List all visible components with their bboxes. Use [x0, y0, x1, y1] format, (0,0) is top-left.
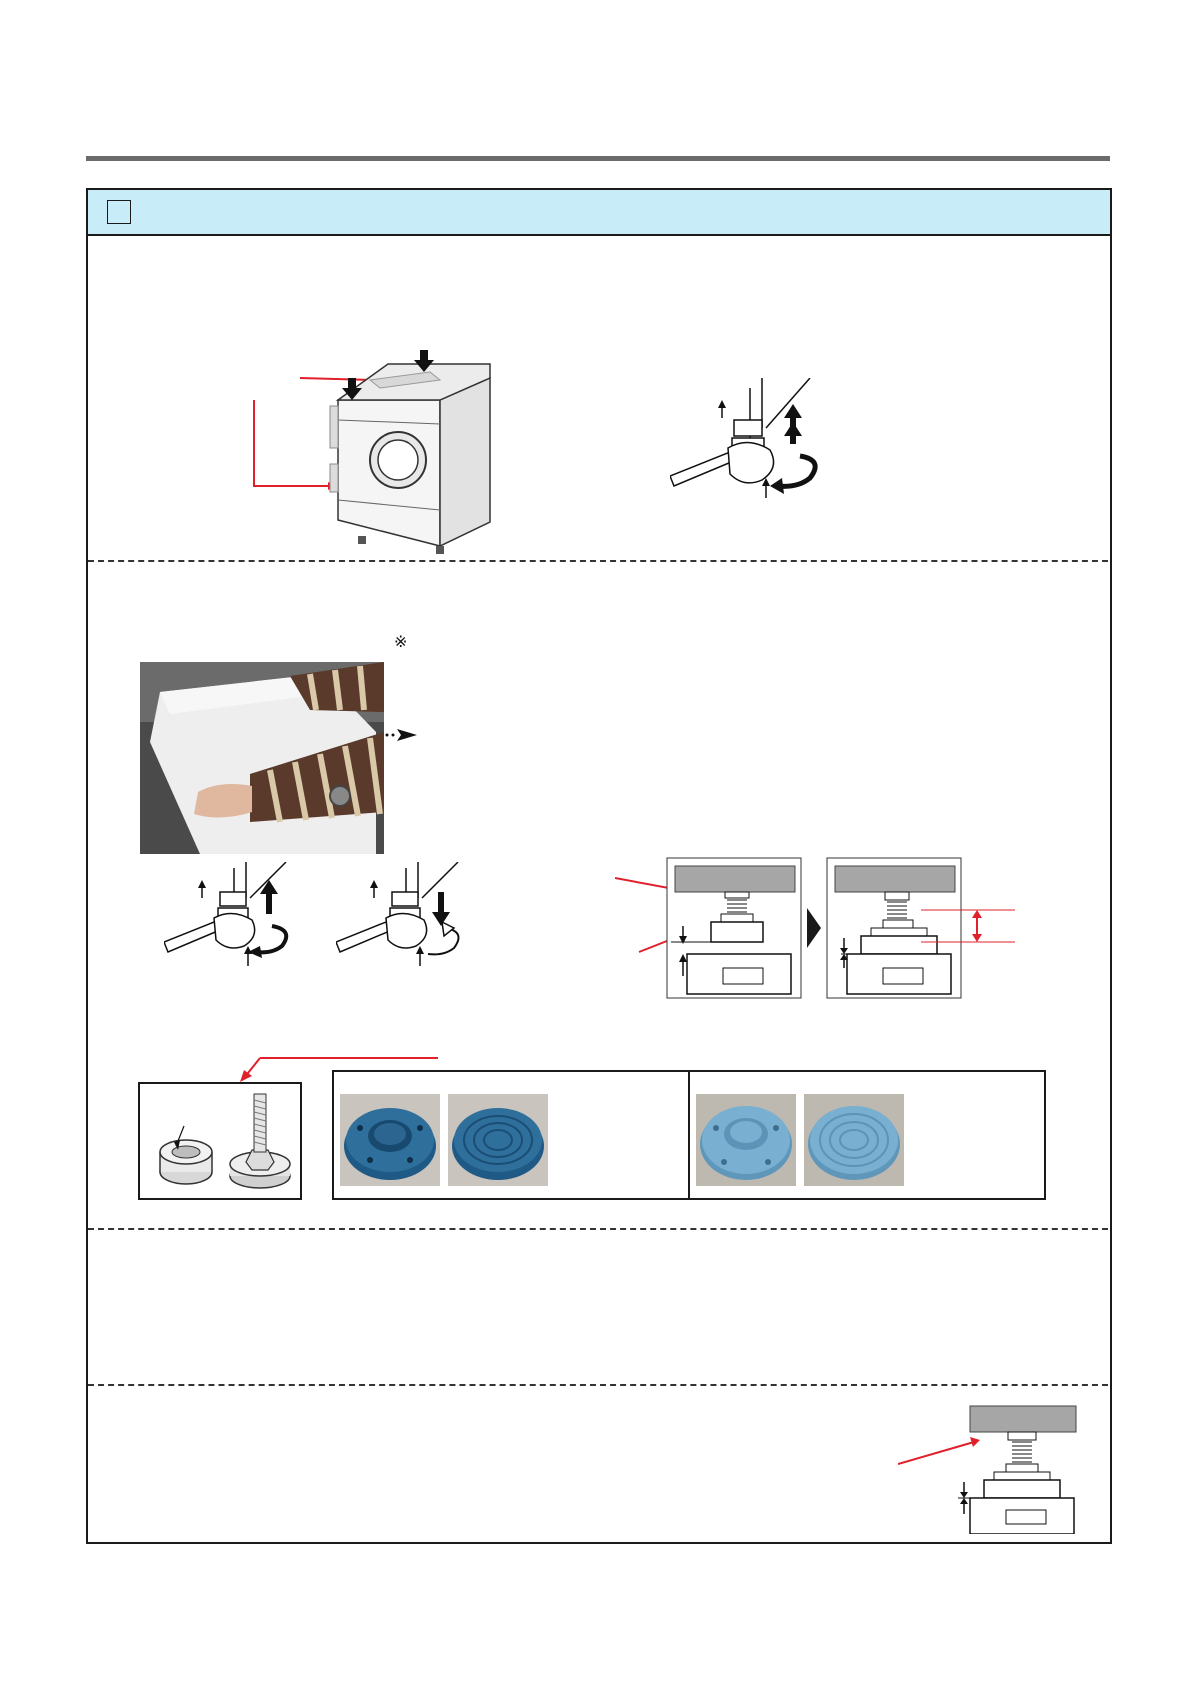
- rubber-pad-photo-light-bottom: [696, 1094, 796, 1186]
- arrow-right-icon: [385, 728, 419, 742]
- wrench-tighten-icon: [336, 862, 496, 972]
- foot-pad-illustration: [140, 1084, 300, 1198]
- washer-illustration: [240, 350, 500, 560]
- rubber-pad-photo-dark-top: [448, 1094, 548, 1186]
- foot-pad-illustration-box: [138, 1082, 302, 1200]
- section-divider-2: [88, 1228, 1108, 1230]
- tilt-check-photo: [140, 662, 384, 854]
- leveling-foot-diagram-final: [898, 1402, 1084, 1534]
- rubber-pad-photo-dark-bottom: [340, 1094, 440, 1186]
- rubber-pad-photo-light-top: [804, 1094, 904, 1186]
- wrench-loosen-icon: [670, 378, 850, 518]
- wrench-loosen-icon-2: [164, 862, 324, 972]
- header-band: [88, 190, 1110, 236]
- section-divider-3: [88, 1384, 1108, 1386]
- section-divider-1: [88, 560, 1108, 562]
- pad-panel-divider: [688, 1072, 690, 1198]
- note-mark: ※: [394, 632, 408, 651]
- leveling-foot-diagram: [615, 856, 1015, 1002]
- step-number-box: [107, 200, 131, 224]
- rubber-pad-photo-panel: [332, 1070, 1046, 1200]
- title-rule: [86, 156, 1110, 161]
